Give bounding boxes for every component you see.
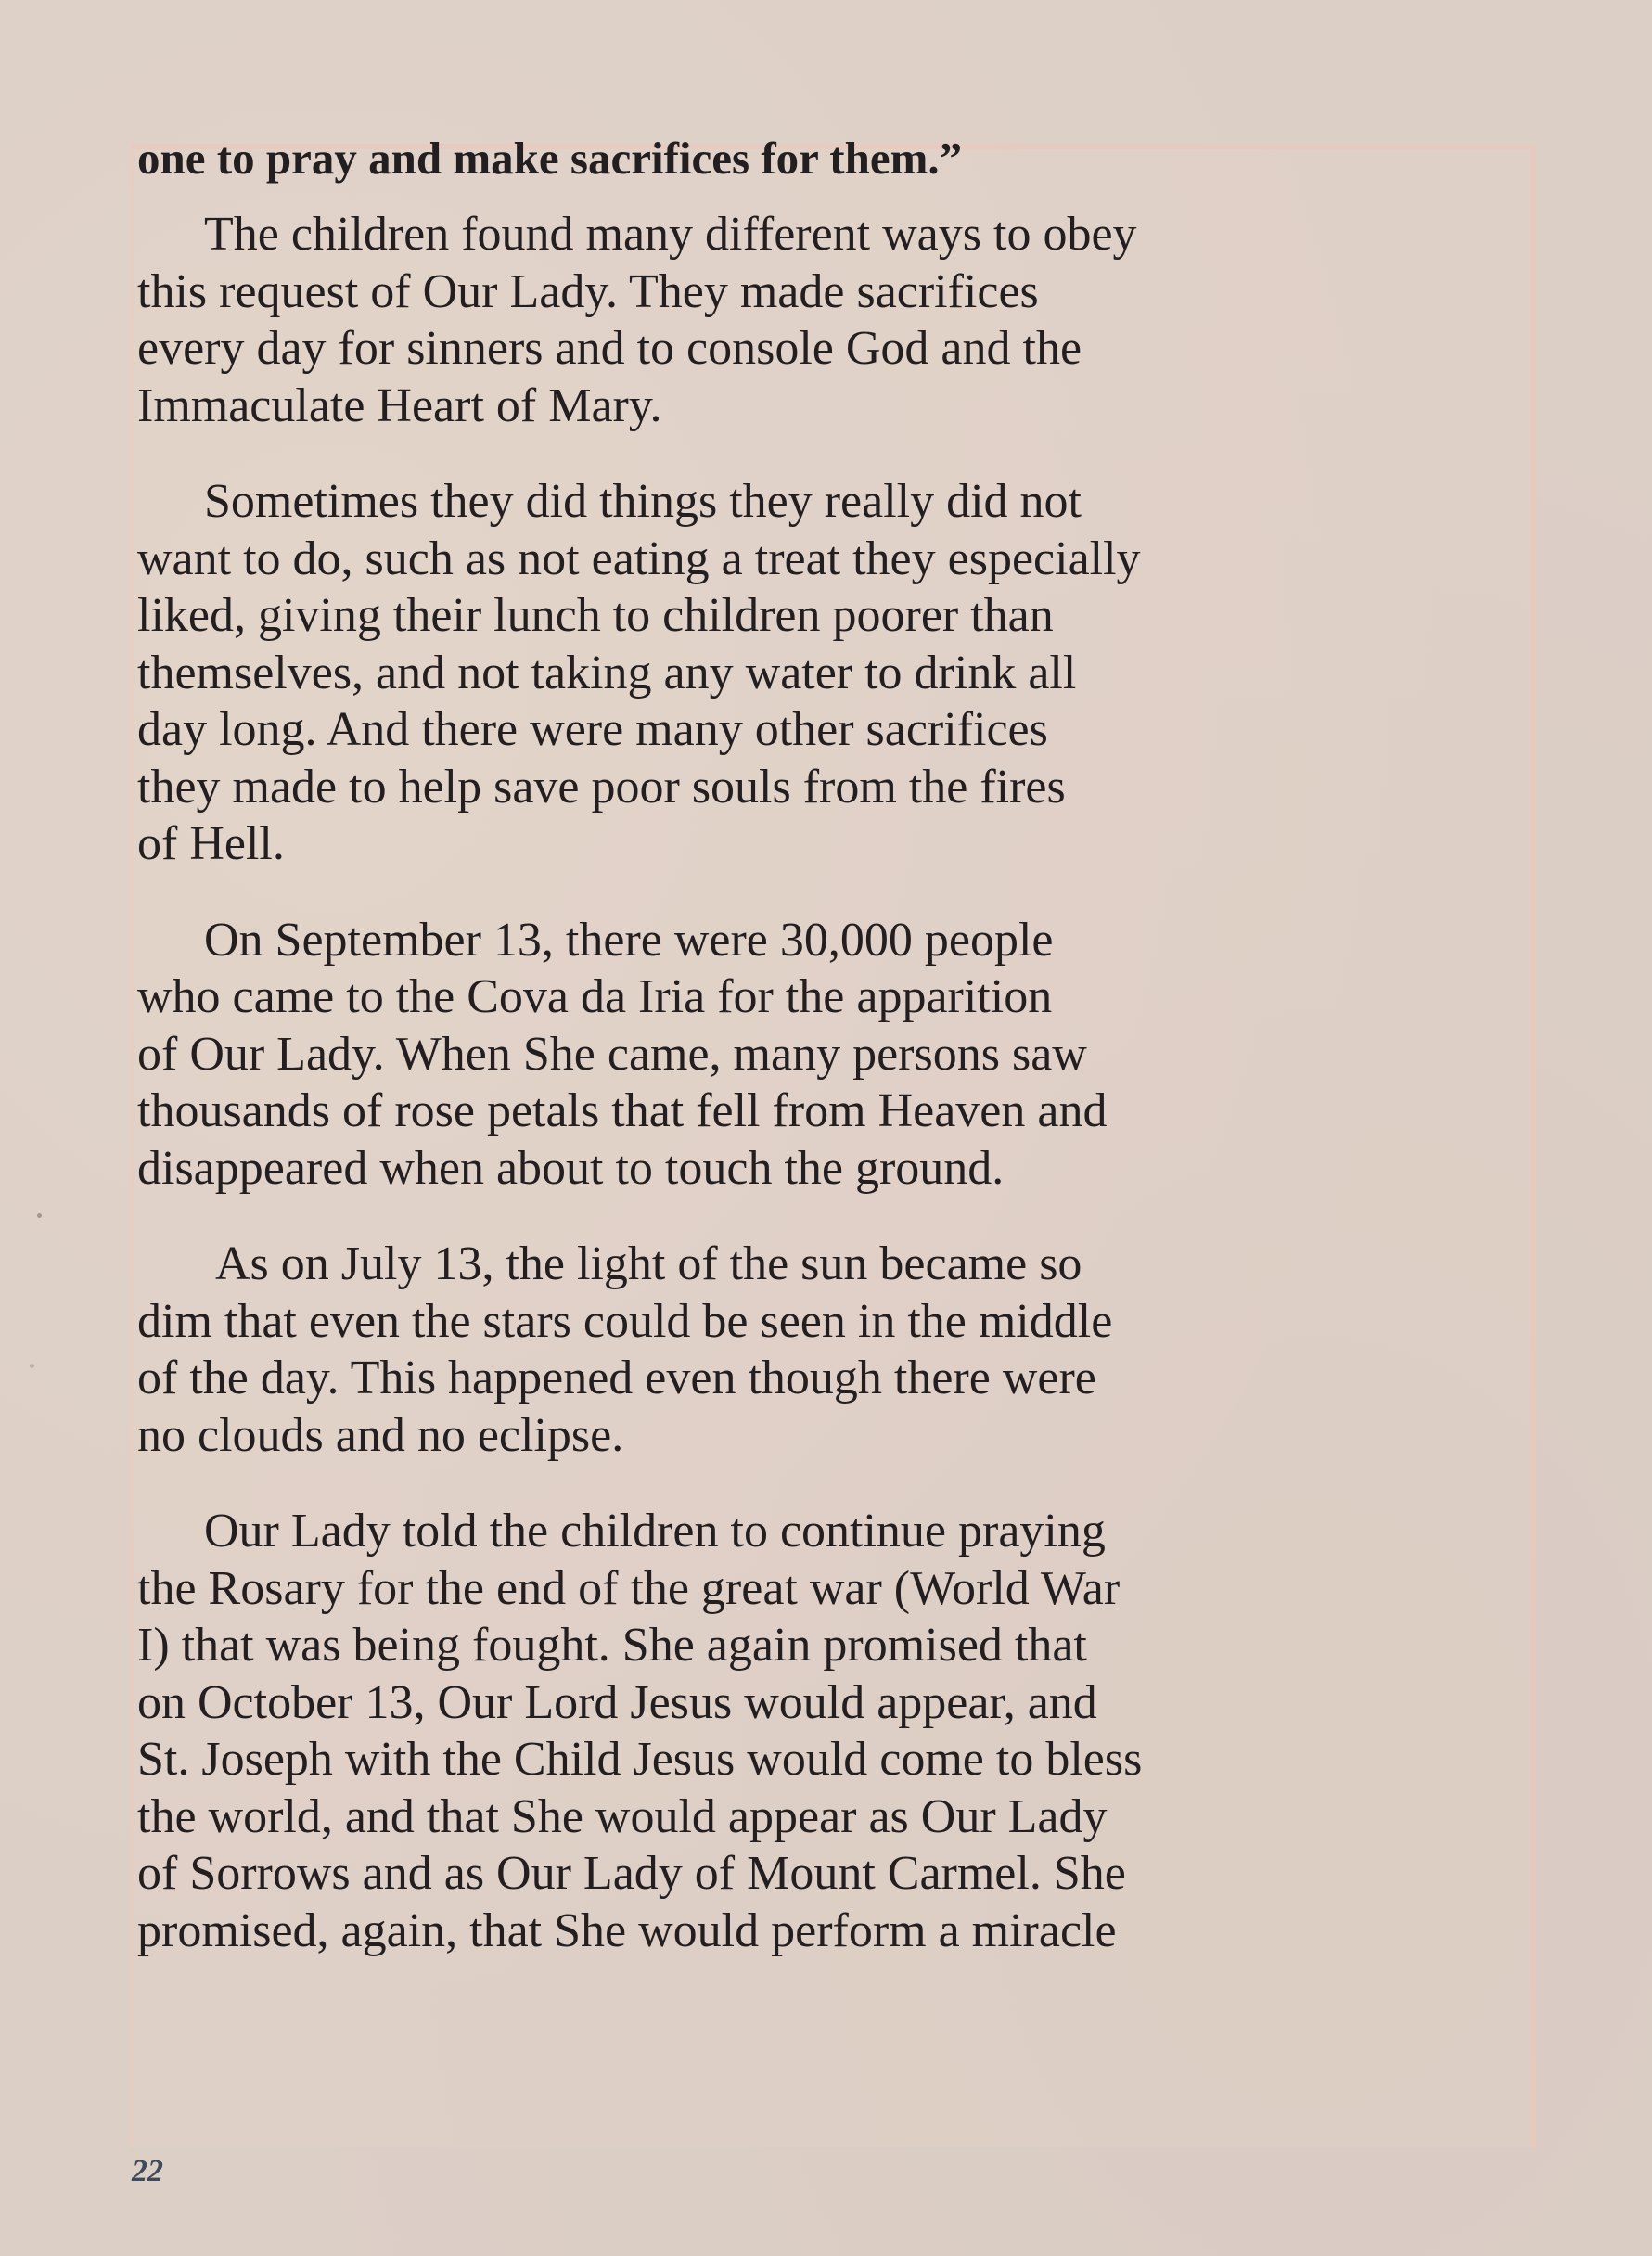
text-line: of Sorrows and as Our Lady of Mount Carmel. She xyxy=(137,1847,1126,1900)
paragraph-5 xyxy=(137,1503,1547,1959)
text-line: who came to the Cova da Iria for the apparition xyxy=(137,970,1053,1023)
text-line: promised, again, that She would perform a miracle xyxy=(137,1904,1117,1957)
paper-speck xyxy=(30,1364,34,1368)
text-line: no clouds and no eclipse. xyxy=(137,1408,624,1462)
page-body xyxy=(137,130,1547,1998)
text-line: themselves, and not taking any water to drink all xyxy=(137,646,1077,699)
text-line: they made to help save poor souls from the fires xyxy=(137,760,1066,814)
text-line: As on July 13, the light of the sun became so xyxy=(215,1237,1082,1290)
text-line: day long. And there were many other sacrifices xyxy=(137,703,1048,756)
page-number: 22 xyxy=(132,2154,163,2188)
text-line: want to do, such as not eating a treat they especially xyxy=(137,532,1141,585)
text-line: on October 13, Our Lord Jesus would appear, and xyxy=(137,1675,1097,1729)
text-line: dim that even the stars could be seen in the middle xyxy=(137,1294,1113,1348)
text-line: Immaculate Heart of Mary. xyxy=(137,378,662,432)
paragraph-3 xyxy=(137,912,1547,1198)
text-line: this request of Our Lady. They made sacrifices xyxy=(137,264,1039,318)
text-line: Our Lady told the children to continue praying xyxy=(204,1505,1106,1557)
text-line: Sometimes they did things they really did not xyxy=(204,475,1082,528)
text-line: thousands of rose petals that fell from Heaven and xyxy=(137,1084,1108,1137)
text-line: disappeared when about to touch the ground. xyxy=(137,1141,1005,1195)
text-line: every day for sinners and to console God and the xyxy=(137,322,1082,375)
text-line: On September 13, there were 30,000 people xyxy=(204,913,1054,967)
paragraph-1 xyxy=(137,206,1547,434)
text-line: the Rosary for the end of the great war (World War xyxy=(137,1561,1121,1615)
text-line: the world, and that She would appear as Our Lady xyxy=(137,1789,1108,1843)
lead-line: one to pray and make sacrifices for them.” xyxy=(137,133,963,184)
text-line: of Hell. xyxy=(137,817,285,870)
text-line: The children found many different ways to obey xyxy=(204,208,1137,261)
paragraph-4 xyxy=(137,1236,1547,1464)
text-line: of Our Lady. When She came, many persons saw xyxy=(137,1027,1087,1081)
text-line: of the day. This happened even though there were xyxy=(137,1352,1096,1404)
paragraph-2 xyxy=(137,473,1547,873)
text-line: I) that was being fought. She again promised that xyxy=(137,1619,1087,1672)
paper-speck xyxy=(37,1213,42,1218)
text-line: liked, giving their lunch to children poorer than xyxy=(137,589,1054,642)
text-line: St. Joseph with the Child Jesus would come to bless xyxy=(137,1733,1143,1786)
